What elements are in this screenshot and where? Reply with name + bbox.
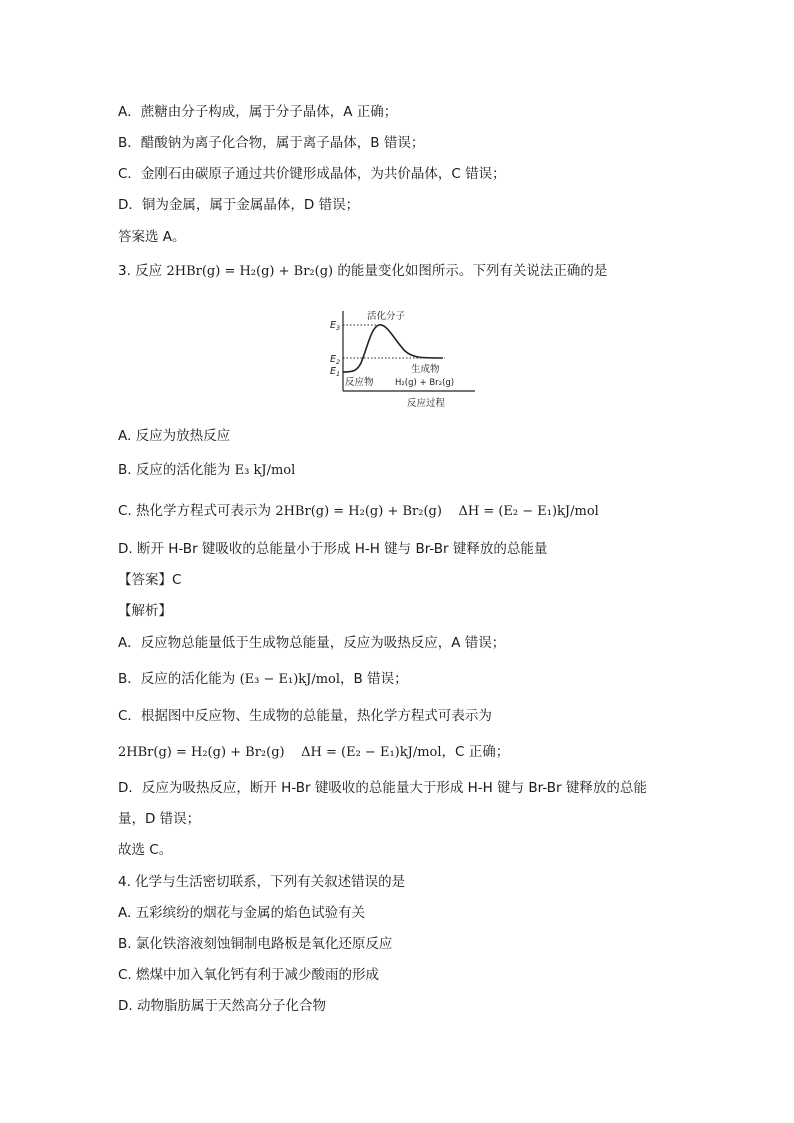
q3-equation: 2HBr(g) = H₂(g) + Br₂(g) bbox=[166, 264, 334, 279]
label-product: 生成物 bbox=[411, 364, 440, 375]
label-activated: 活化分子 bbox=[367, 311, 406, 322]
label-e1-letter: E bbox=[330, 366, 337, 377]
q3-option-a: A. 反应为放热反应 bbox=[118, 428, 231, 444]
q3-conclusion: 故选 C。 bbox=[118, 842, 173, 858]
energy-diagram bbox=[325, 305, 485, 413]
label-reactant: 反应物 bbox=[345, 377, 374, 388]
q3-explanation-b-math: (E₃ − E₁)kJ/mol bbox=[239, 672, 341, 687]
q3-answer-tag: 【答案】C bbox=[118, 572, 182, 588]
label-e2-sub: 2 bbox=[336, 358, 341, 366]
q3-explanation-b bbox=[118, 670, 408, 689]
q4-option-c: C. 燃煤中加入氧化钙有利于减少酸雨的形成 bbox=[118, 967, 380, 983]
q3-option-c-math: 2HBr(g) = H₂(g) + Br₂(g) ΔH = (E₂ − E₁)kJ/mol bbox=[275, 504, 599, 519]
q3-option-b bbox=[118, 461, 295, 480]
label-xaxis: 反应过程 bbox=[407, 398, 446, 409]
label-e2-letter: E bbox=[330, 354, 337, 365]
q4-option-d: D. 动物脂肪属于天然高分子化合物 bbox=[118, 998, 326, 1014]
q3-stem bbox=[118, 262, 607, 281]
q3-option-c bbox=[118, 502, 599, 521]
q3-option-d: D. 断开 H-Br 键吸收的总能量小于形成 H-H 键与 Br-Br 键释放的总能量 bbox=[118, 541, 548, 557]
label-e1-sub: 1 bbox=[336, 370, 341, 378]
label-e3-sub: 3 bbox=[336, 324, 341, 332]
label-e3-letter: E bbox=[330, 320, 337, 331]
label-e1 bbox=[330, 366, 340, 378]
q3-explanation-d2: 量，D 错误； bbox=[118, 811, 201, 827]
label-e3 bbox=[330, 320, 340, 332]
q3-explanation-c1: C．根据图中反应物、生成物的总能量，热化学方程式可表示为 bbox=[118, 708, 492, 724]
q3-option-b-math: E₃ kJ/mol bbox=[234, 463, 296, 478]
prev-explanation-a: A．蔗糖由分子构成，属于分子晶体，A 正确； bbox=[118, 104, 398, 120]
prev-explanation-b: B．醋酸钠为离子化合物，属于离子晶体，B 错误； bbox=[118, 135, 425, 151]
q3-prefix: 3. 反应 bbox=[118, 263, 167, 279]
q4-option-a: A. 五彩缤纷的烟花与金属的焰色试验有关 bbox=[118, 905, 366, 921]
q3-explanation-a: A．反应物总能量低于生成物总能量，反应为吸热反应，A 错误； bbox=[118, 635, 506, 651]
q3-explanation-c2-math: 2HBr(g) = H₂(g) + Br₂(g) ΔH = (E₂ − E₁)kJ/mol bbox=[118, 745, 442, 760]
q3-analysis-tag: 【解析】 bbox=[118, 603, 172, 619]
label-e2 bbox=[330, 354, 340, 366]
q3-explanation-c2-post: ，C 正确； bbox=[441, 744, 510, 760]
q4-option-b: B. 氯化铁溶液刻蚀铜制电路板是氧化还原反应 bbox=[118, 936, 393, 952]
q3-option-c-text: C. 热化学方程式可表示为 bbox=[118, 503, 276, 519]
q3-explanation-c2 bbox=[118, 743, 509, 762]
q3-explanation-b-post: ，B 错误； bbox=[340, 671, 408, 687]
q3-explanation-b-pre: B．反应的活化能为 bbox=[118, 671, 240, 687]
q3-option-b-text: B. 反应的活化能为 bbox=[118, 462, 235, 478]
q4-stem: 4. 化学与生活密切联系，下列有关叙述错误的是 bbox=[118, 874, 406, 890]
prev-answer: 答案选 A。 bbox=[118, 229, 186, 245]
prev-explanation-c: C．金刚石由碳原子通过共价键形成晶体，为共价晶体，C 错误； bbox=[118, 166, 506, 182]
prev-explanation-d: D．铜为金属，属于金属晶体，D 错误； bbox=[118, 197, 360, 213]
q3-suffix: 的能量变化如图所示。下列有关说法正确的是 bbox=[333, 263, 608, 279]
label-product-formula: H₂(g) + Br₂(g) bbox=[395, 378, 455, 388]
q3-explanation-d1: D．反应为吸热反应，断开 H-Br 键吸收的总能量大于形成 H-H 键与 Br-Br 键释放的总能 bbox=[118, 780, 647, 796]
